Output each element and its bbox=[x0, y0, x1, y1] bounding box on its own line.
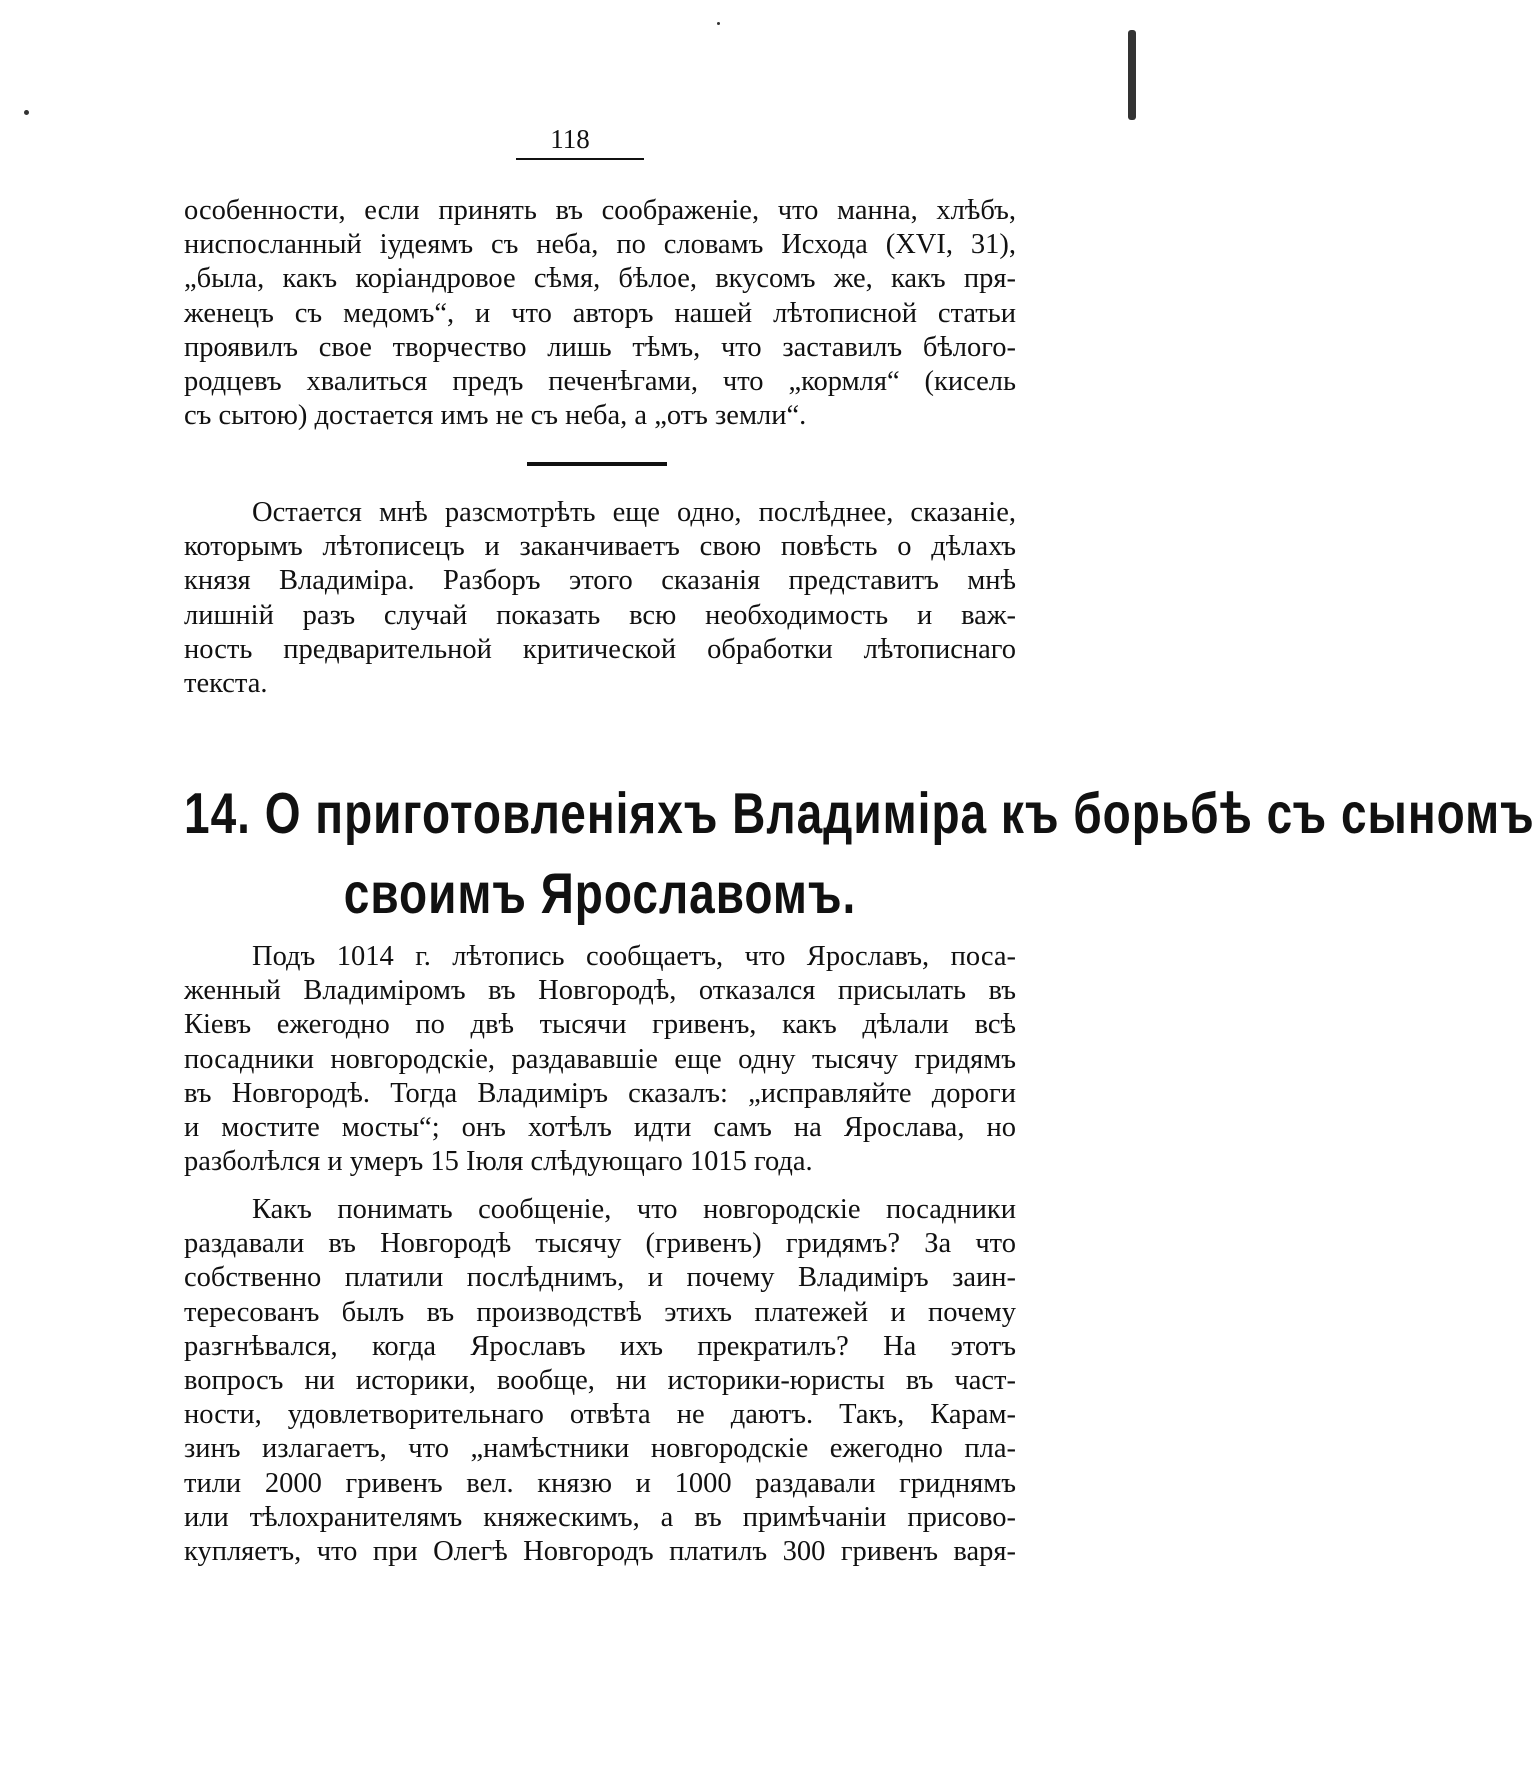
paragraph-2-line: ность предварительной критической обработки лѣтописнаго bbox=[184, 633, 1016, 665]
paragraph-2 bbox=[184, 496, 1016, 701]
paragraph-3-line: и мостите мосты“; онъ хотѣлъ идти самъ на Ярослава, но bbox=[184, 1111, 1016, 1143]
paragraph-3-line: женный Владиміромъ въ Новгородѣ, отказался присылать въ bbox=[184, 975, 1016, 1007]
paragraph-3-line: Подъ 1014 г. лѣтопись сообщаетъ, что Ярославъ, поса- bbox=[252, 941, 1016, 972]
paragraph-4-line: собственно платили послѣднимъ, и почему Владиміръ заин- bbox=[184, 1262, 1016, 1294]
section-heading-line: своимъ Ярославомъ. bbox=[343, 860, 857, 926]
paragraph-4-line: Какъ понимать сообщеніе, что новгородскіе посадники bbox=[252, 1194, 1016, 1225]
paragraph-4-line: или тѣлохранителямъ княжескимъ, а въ примѣчаніи присово- bbox=[184, 1501, 1016, 1533]
paragraph-2-line: которымъ лѣтописецъ и заканчиваетъ свою повѣсть о дѣлахъ bbox=[184, 531, 1016, 563]
paragraph-4-line: тили 2000 гривенъ вел. князю и 1000 раздавали гриднямъ bbox=[184, 1467, 1016, 1499]
section-divider bbox=[527, 462, 667, 466]
paragraph-3 bbox=[184, 940, 1016, 1179]
paragraph-3-line: разболѣлся и умеръ 15 Іюля слѣдующаго 1015 года. bbox=[184, 1146, 813, 1178]
paragraph-1-line: проявилъ свое творчество лишь тѣмъ, что заставилъ бѣлого- bbox=[184, 331, 1016, 363]
paragraph-4-line: тересованъ былъ въ производствѣ этихъ платежей и почему bbox=[184, 1296, 1016, 1328]
section-heading bbox=[184, 773, 1535, 933]
paragraph-1-line: женецъ съ медомъ“, и что авторъ нашей лѣтописной статьи bbox=[184, 297, 1016, 329]
paragraph-2-line: лишній разъ случай показать всю необходимость и важ- bbox=[184, 599, 1016, 631]
paragraph-1-line: ниспосланный іудеямъ съ неба, по словамъ Исхода (XVI, 31), bbox=[184, 229, 1016, 261]
section-heading-line: 14. О приготовленіяхъ Владиміра къ борьбѣ съ сыномъ bbox=[184, 780, 1535, 846]
paragraph-4-line: разгнѣвался, когда Ярославъ ихъ прекратилъ? На этотъ bbox=[184, 1330, 1016, 1362]
paragraph-4-line: ности, удовлетворительнаго отвѣта не даютъ. Такъ, Карам- bbox=[184, 1399, 1016, 1431]
paragraph-2-line: князя Владиміра. Разборъ этого сказанія представитъ мнѣ bbox=[184, 565, 1016, 597]
paragraph-1-line: особенности, если принять въ соображеніе, что манна, хлѣбъ, bbox=[184, 195, 1016, 226]
scan-speck bbox=[717, 22, 720, 25]
paragraph-4-line: купляетъ, что при Олегѣ Новгородъ платилъ 300 гривенъ варя- bbox=[184, 1535, 1016, 1567]
scan-speck bbox=[24, 110, 29, 115]
paragraph-1-line: „была, какъ коріандровое сѣмя, бѣлое, вкусомъ же, какъ пря- bbox=[184, 263, 1016, 295]
paragraph-4 bbox=[184, 1193, 1016, 1569]
page-number: 118 bbox=[550, 124, 590, 154]
scan-speck bbox=[1128, 30, 1136, 120]
paragraph-4-line: раздавали въ Новгородѣ тысячу (гривенъ) гридямъ? За что bbox=[184, 1228, 1016, 1260]
paragraph-1-line: съ сытою) достается имъ не съ неба, а „отъ земли“. bbox=[184, 400, 807, 432]
paragraph-2-line: Остается мнѣ разсмотрѣть еще одно, послѣднее, сказаніе, bbox=[252, 497, 1016, 528]
paragraph-1 bbox=[184, 194, 1016, 433]
paragraph-3-line: Кіевъ ежегодно по двѣ тысячи гривенъ, какъ дѣлали всѣ bbox=[184, 1009, 1016, 1041]
paragraph-3-line: въ Новгородѣ. Тогда Владиміръ сказалъ: „исправляйте дороги bbox=[184, 1077, 1016, 1109]
paragraph-1-line: родцевъ хвалиться предъ печенѣгами, что „кормля“ (кисель bbox=[184, 365, 1016, 397]
paragraph-3-line: посадники новгородскіе, раздававшіе еще одну тысячу гридямъ bbox=[184, 1043, 1016, 1075]
page-number-rule bbox=[516, 158, 644, 160]
paragraph-4-line: зинъ излагаетъ, что „намѣстники новгородскіе ежегодно пла- bbox=[184, 1433, 1016, 1465]
paragraph-2-line: текста. bbox=[184, 667, 268, 699]
paragraph-4-line: вопросъ ни историки, вообще, ни историки-юристы въ част- bbox=[184, 1364, 1016, 1396]
